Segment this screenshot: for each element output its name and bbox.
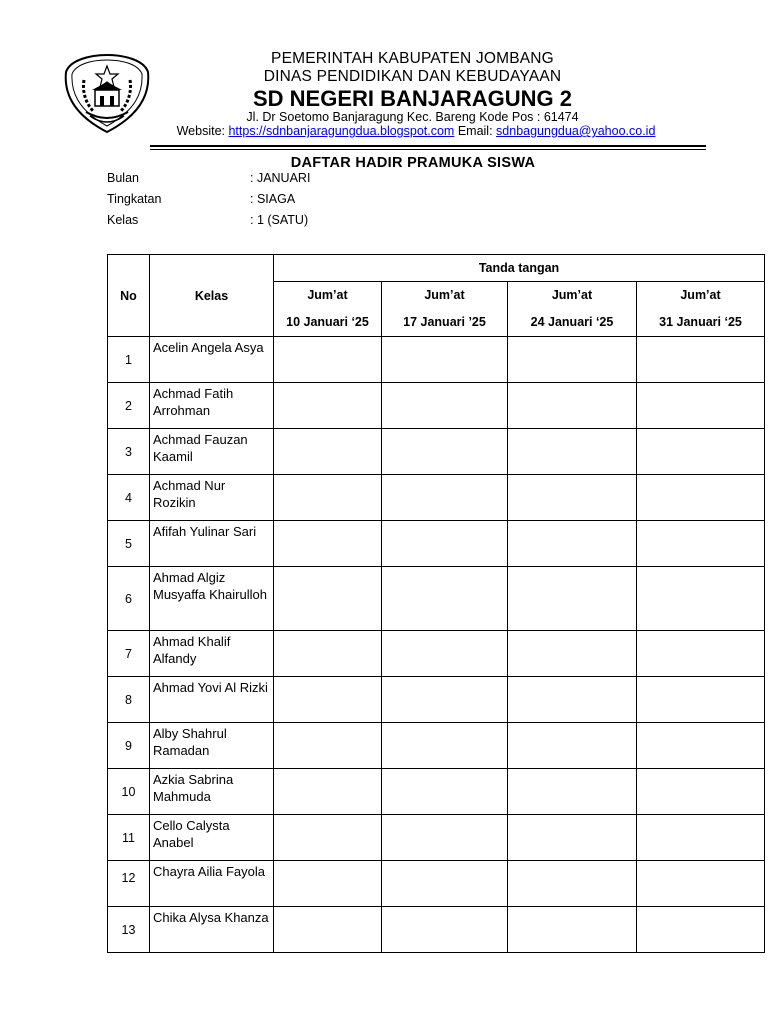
student-name: Azkia Sabrina Mahmuda bbox=[150, 769, 274, 815]
table-row bbox=[108, 723, 765, 769]
row-number: 11 bbox=[108, 815, 150, 861]
signature-cell[interactable] bbox=[382, 475, 508, 521]
table-row bbox=[108, 677, 765, 723]
student-name: Acelin Angela Asya bbox=[150, 337, 274, 383]
header-divider bbox=[150, 145, 706, 147]
month-value: : JANUARI bbox=[250, 171, 311, 185]
signature-cell[interactable] bbox=[637, 861, 765, 907]
signature-cell[interactable] bbox=[274, 815, 382, 861]
signature-cell[interactable] bbox=[382, 337, 508, 383]
table-row bbox=[108, 337, 765, 383]
signature-cell[interactable] bbox=[382, 723, 508, 769]
header-day-1: Jum’at bbox=[274, 282, 382, 309]
signature-cell[interactable] bbox=[274, 861, 382, 907]
signature-cell[interactable] bbox=[637, 429, 765, 475]
header-day-2: Jum’at bbox=[382, 282, 508, 309]
table-row bbox=[108, 861, 765, 907]
row-number: 5 bbox=[108, 521, 150, 567]
signature-cell[interactable] bbox=[508, 475, 637, 521]
signature-cell[interactable] bbox=[382, 677, 508, 723]
signature-cell[interactable] bbox=[637, 723, 765, 769]
signature-cell[interactable] bbox=[274, 429, 382, 475]
signature-cell[interactable] bbox=[382, 769, 508, 815]
table-row bbox=[108, 769, 765, 815]
student-name: Ahmad Yovi Al Rizki bbox=[150, 677, 274, 723]
website-label: Website: bbox=[176, 124, 225, 138]
header-divider-thin bbox=[150, 149, 706, 150]
signature-cell[interactable] bbox=[274, 769, 382, 815]
contact-line bbox=[146, 124, 686, 138]
school-address: Jl. Dr Soetomo Banjaragung Kec. Bareng Kode Pos : 61474 bbox=[246, 110, 579, 124]
row-number: 6 bbox=[108, 567, 150, 631]
student-name: Afifah Yulinar Sari bbox=[150, 521, 274, 567]
website-link[interactable]: https://sdnbanjaragungdua.blogspot.com bbox=[228, 124, 455, 138]
signature-cell[interactable] bbox=[382, 861, 508, 907]
signature-cell[interactable] bbox=[508, 631, 637, 677]
school-name: SD NEGERI BANJARAGUNG 2 bbox=[252, 86, 573, 111]
row-number: 12 bbox=[108, 861, 150, 907]
email-label: Email: bbox=[457, 124, 493, 138]
table-row bbox=[108, 631, 765, 677]
row-number: 8 bbox=[108, 677, 150, 723]
signature-cell[interactable] bbox=[274, 723, 382, 769]
signature-cell[interactable] bbox=[637, 907, 765, 953]
signature-cell[interactable] bbox=[274, 631, 382, 677]
signature-cell[interactable] bbox=[274, 567, 382, 631]
row-number: 9 bbox=[108, 723, 150, 769]
table-row bbox=[108, 429, 765, 475]
signature-cell[interactable] bbox=[382, 383, 508, 429]
document-title: DAFTAR HADIR PRAMUKA SISWA bbox=[290, 155, 536, 171]
signature-cell[interactable] bbox=[508, 337, 637, 383]
table-row bbox=[108, 521, 765, 567]
signature-cell[interactable] bbox=[508, 567, 637, 631]
row-number: 13 bbox=[108, 907, 150, 953]
level-value: : SIAGA bbox=[250, 192, 296, 206]
student-name: Ahmad Khalif Alfandy bbox=[150, 631, 274, 677]
signature-cell[interactable] bbox=[508, 723, 637, 769]
student-name: Ahmad Algiz Musyaffa Khairulloh bbox=[150, 567, 274, 631]
signature-cell[interactable] bbox=[508, 769, 637, 815]
department-name: DINAS PENDIDIKAN DAN KEBUDAYAAN bbox=[263, 68, 562, 85]
row-number: 2 bbox=[108, 383, 150, 429]
class-label: Kelas bbox=[107, 213, 139, 227]
signature-cell[interactable] bbox=[274, 677, 382, 723]
student-name: Achmad Fatih Arrohman bbox=[150, 383, 274, 429]
signature-cell[interactable] bbox=[637, 677, 765, 723]
class-value: : 1 (SATU) bbox=[250, 213, 309, 227]
signature-cell[interactable] bbox=[382, 907, 508, 953]
header-no: No bbox=[108, 255, 150, 337]
student-name: Achmad Nur Rozikin bbox=[150, 475, 274, 521]
row-number: 4 bbox=[108, 475, 150, 521]
attendance-table bbox=[107, 254, 765, 953]
signature-cell[interactable] bbox=[274, 475, 382, 521]
signature-cell[interactable] bbox=[637, 567, 765, 631]
header-signature: Tanda tangan bbox=[274, 255, 765, 282]
signature-cell[interactable] bbox=[637, 383, 765, 429]
signature-cell[interactable] bbox=[637, 337, 765, 383]
table-row bbox=[108, 815, 765, 861]
row-number: 10 bbox=[108, 769, 150, 815]
signature-cell[interactable] bbox=[382, 631, 508, 677]
header-day-3: Jum’at bbox=[508, 282, 637, 309]
signature-cell[interactable] bbox=[274, 383, 382, 429]
header-date-3: 24 Januari ‘25 bbox=[508, 309, 637, 337]
header-date-2: 17 Januari ’25 bbox=[382, 309, 508, 337]
row-number: 3 bbox=[108, 429, 150, 475]
table-row bbox=[108, 567, 765, 631]
header-class: Kelas bbox=[150, 255, 274, 337]
month-label: Bulan bbox=[107, 171, 139, 185]
signature-cell[interactable] bbox=[508, 861, 637, 907]
signature-cell[interactable] bbox=[508, 907, 637, 953]
signature-cell[interactable] bbox=[274, 907, 382, 953]
signature-cell[interactable] bbox=[382, 567, 508, 631]
level-label: Tingkatan bbox=[107, 192, 162, 206]
student-name: Chayra Ailia Fayola bbox=[150, 861, 274, 907]
student-name: Alby Shahrul Ramadan bbox=[150, 723, 274, 769]
signature-cell[interactable] bbox=[508, 383, 637, 429]
signature-cell[interactable] bbox=[382, 815, 508, 861]
signature-cell[interactable] bbox=[508, 521, 637, 567]
signature-cell[interactable] bbox=[508, 677, 637, 723]
signature-cell[interactable] bbox=[637, 769, 765, 815]
table-row bbox=[108, 907, 765, 953]
header-day-4: Jum’at bbox=[637, 282, 765, 309]
signature-cell[interactable] bbox=[508, 429, 637, 475]
signature-cell[interactable] bbox=[637, 631, 765, 677]
signature-cell[interactable] bbox=[382, 521, 508, 567]
signature-cell[interactable] bbox=[637, 475, 765, 521]
table-row bbox=[108, 383, 765, 429]
student-name: Chika Alysa Khanza bbox=[150, 907, 274, 953]
student-name: Cello Calysta Anabel bbox=[150, 815, 274, 861]
row-number: 7 bbox=[108, 631, 150, 677]
signature-cell[interactable] bbox=[382, 429, 508, 475]
email-link[interactable]: sdnbagungdua@yahoo.co.id bbox=[496, 124, 656, 138]
header-date-1: 10 Januari ‘25 bbox=[274, 309, 382, 337]
signature-cell[interactable] bbox=[274, 521, 382, 567]
signature-cell[interactable] bbox=[274, 337, 382, 383]
government-name: PEMERINTAH KABUPATEN JOMBANG bbox=[271, 50, 554, 67]
student-name: Achmad Fauzan Kaamil bbox=[150, 429, 274, 475]
regency-emblem-logo bbox=[62, 52, 152, 136]
signature-cell[interactable] bbox=[637, 521, 765, 567]
header-date-4: 31 Januari ‘25 bbox=[637, 309, 765, 337]
row-number: 1 bbox=[108, 337, 150, 383]
signature-cell[interactable] bbox=[508, 815, 637, 861]
table-row bbox=[108, 475, 765, 521]
signature-cell[interactable] bbox=[637, 815, 765, 861]
